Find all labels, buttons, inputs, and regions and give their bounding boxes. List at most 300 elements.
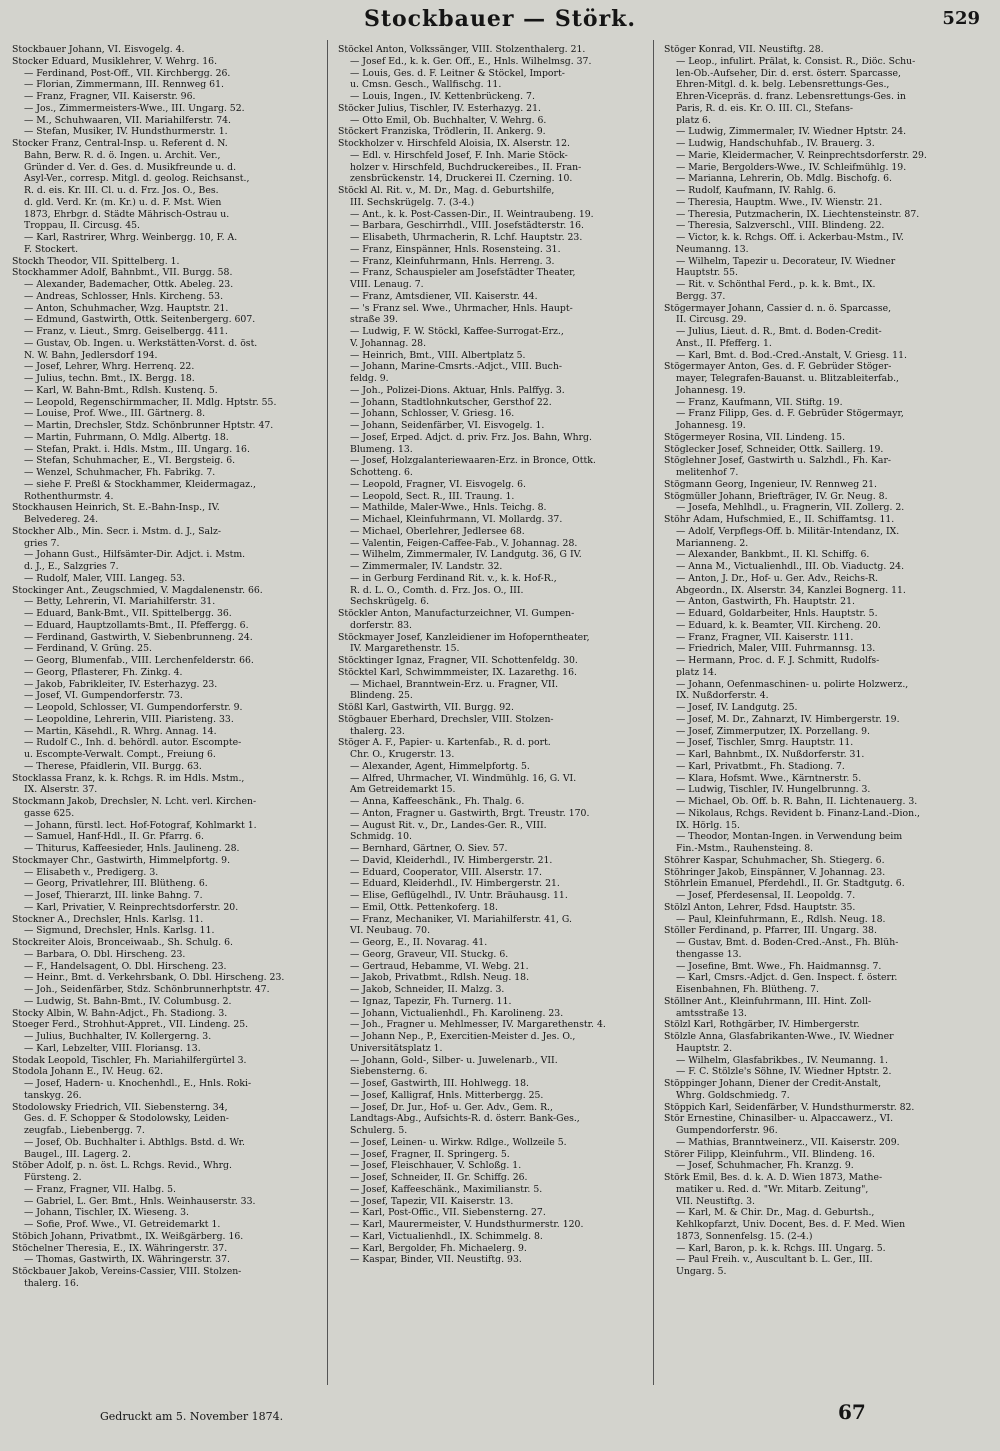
directory-entry: Blumeng. 13.: [350, 443, 413, 455]
directory-entry: — Klara, Hofsmt. Wwe., Kärntnerstr. 5.: [676, 772, 862, 784]
directory-entry: Baugel., III. Lagerg. 2.: [24, 1148, 131, 1160]
directory-entry: Kehlkopfarzt, Univ. Docent, Bes. d. F. Med. Wien: [676, 1219, 906, 1230]
directory-entry: Eisenbahnen, Fh. Blütheng. 7.: [676, 984, 819, 995]
directory-entry: Stöckl Al. Rit. v., M. Dr., Mag. d. Geburtshilfe,: [338, 185, 555, 196]
directory-entry: Ehren-Vicepräs. d. franz. Lebensrettungs-Ges. in: [676, 91, 906, 102]
directory-entry: — Anton, J. Dr., Hof- u. Ger. Adv., Reichs-R.: [676, 572, 879, 584]
directory-entry: — Johann Nep., P., Exercitien-Meister d. Jes. O.,: [350, 1031, 576, 1042]
directory-entry: Stöglecker Josef, Schneider, Ottk. Saillerg. 19.: [664, 443, 884, 455]
directory-entry: Stöllner Ant., Kleinfuhrmann, III. Hint. Zoll-: [664, 995, 872, 1007]
directory-entry: Ungarg. 5.: [676, 1266, 727, 1277]
directory-entry: Stodola Johann E., IV. Heug. 62.: [12, 1066, 164, 1078]
directory-entry: — Otto Emil, Ob. Buchhalter, V. Wehrg. 6.: [350, 114, 547, 126]
directory-entry: Rothenthurmstr. 4.: [24, 490, 114, 502]
directory-entry: IX. Alserstr. 37.: [24, 784, 98, 796]
directory-entry: — Georg, Pflasterer, Fh. Zinkg. 4.: [24, 666, 183, 678]
directory-entry: Stöglehner Josef, Gastwirth u. Salzhdl., Fh. Kar-: [664, 455, 892, 467]
directory-entry: — Zimmermaler, IV. Landstr. 32.: [350, 561, 503, 572]
directory-entry: — Josef, Schuhmacher, Fh. Kranzg. 9.: [676, 1160, 854, 1172]
directory-entry: — Martin, Drechsler, Stdz. Schönbrunner Hptstr. 47.: [24, 420, 274, 431]
directory-entry: — Thiturus, Kaffeesieder, Hnls. Jaulineng. 28.: [24, 843, 240, 854]
directory-entry: — Josef, Fragner, II. Springerg. 5.: [350, 1148, 510, 1160]
directory-entry: — Georg, Graveur, VII. Stuckg. 6.: [350, 948, 509, 960]
directory-entry: Stockmann Jakob, Drechsler, N. Lcht. verl. Kirchen-: [12, 796, 257, 807]
directory-entry: melitenhof 7.: [676, 467, 739, 478]
directory-entry: — Johann, Seidenfärber, VI. Eisvogelg. 1.: [350, 420, 545, 431]
directory-entry: V. Johannag. 28.: [350, 337, 427, 349]
directory-entry: — Franz, Schauspieler am Josefstädter Theater,: [350, 267, 576, 279]
directory-entry: — Sofie, Prof. Wwe., VI. Getreidemarkt 1.: [24, 1219, 221, 1230]
directory-entry: — Martin, Fuhrmann, O. Mdlg. Albertg. 18.: [24, 431, 229, 443]
directory-entry: — Josef, Fleischhauer, V. Schloßg. 1.: [350, 1160, 522, 1172]
directory-entry: zensbrückenstr. 14, Druckerei II. Czerning. 10.: [350, 173, 573, 185]
directory-entry: Stögmüller Johann, Briefträger, IV. Gr. Neug. 8.: [664, 490, 888, 502]
directory-entry: — Eduard, Cooperator, VIII. Alserstr. 17.: [350, 866, 542, 878]
directory-entry: — Julius, Lieut. d. R., Bmt. d. Boden-Credit-: [676, 326, 882, 337]
directory-entry: VI. Neubaug. 70.: [350, 925, 431, 937]
directory-entry: R. d. eis. Kr. III. Cl. u. d. Frz. Jos. O., Bes.: [24, 185, 219, 196]
directory-entry: — Leopold, Regenschirmmacher, II. Mdlg. Hptstr. 55.: [24, 396, 277, 408]
directory-entry: — Anton, Schuhmacher, Wzg. Hauptstr. 21.: [24, 302, 229, 314]
directory-entry: — Anton, Fragner u. Gastwirth, Brgt. Treustr. 170.: [350, 807, 590, 819]
directory-entry: Stöbich Johann, Privatbmt., IX. Weißgärberg. 16.: [12, 1230, 244, 1242]
directory-entry: Stöber Adolf, p. n. öst. L. Rchgs. Revid., Whrg.: [12, 1160, 232, 1172]
directory-entry: — Eduard, Bank-Bmt., VII. Spittelbergg. 36.: [24, 608, 232, 619]
directory-entry: — Barbara, O. Dbl. Hirscheng. 23.: [24, 948, 186, 960]
directory-entry: R. d. L. O., Comth. d. Frz. Jos. O., III.: [350, 584, 524, 596]
directory-entry: — Josef, Erped. Adjct. d. priv. Frz. Jos. Bahn, Whrg.: [350, 431, 592, 443]
directory-entry: — Elisabeth v., Predigerg. 3.: [24, 866, 159, 878]
directory-entry: — Josef, Tapezir, VII. Kaiserstr. 13.: [350, 1195, 514, 1207]
directory-entry: — Theodor, Montan-Ingen. in Verwendung beim: [676, 831, 903, 843]
directory-entry: len-Ob.-Aufseher, Dir. d. erst. österr. Sparcasse,: [676, 67, 901, 79]
directory-entry: — Stefan, Musiker, IV. Hundsthurmerstr. 1.: [24, 126, 228, 138]
directory-entry: — Ferdinand, Gastwirth, V. Siebenbrunneng. 24.: [24, 631, 253, 643]
directory-entry: Stocker Franz, Central-Insp. u. Referent d. N.: [12, 138, 228, 149]
directory-entry: — Joh., Polizei-Dions. Aktuar, Hnls. Palffyg. 3.: [350, 384, 565, 396]
directory-entry: — Andreas, Schlosser, Hnls. Kircheng. 53.: [24, 290, 224, 302]
directory-entry: — Gertraud, Hebamme, VI. Webg. 21.: [350, 960, 529, 972]
directory-entry: — Josef, Zimmerputzer, IX. Porzellang. 9.: [676, 725, 871, 737]
directory-entry: Bahn, Berw. R. d. ö. Ingen. u. Archit. Ver.,: [24, 149, 221, 161]
directory-entry: — Friedrich, Maler, VIII. Fuhrmannsg. 13.: [676, 643, 876, 655]
directory-entry: IX. Hörlg. 15.: [676, 819, 740, 831]
directory-entry: — Franz, Fragner, VII. Halbg. 5.: [24, 1183, 176, 1195]
directory-entry: — Nikolaus, Rchgs. Revident b. Finanz-Land.-Dion.,: [676, 807, 920, 819]
directory-entry: Johannesg. 19.: [676, 420, 746, 431]
directory-entry: Stockher Alb., Min. Secr. i. Mstm. d. J., Salz-: [12, 525, 222, 537]
directory-entry: — Karl, Rastrirer, Whrg. Weinbergg. 10, F. A.: [24, 232, 238, 243]
directory-entry: — Paul Freih. v., Auscultant b. L. Ger., III.: [676, 1254, 873, 1266]
directory-entry: — Heinr., Bmt. d. Verkehrsbank, O. Dbl. Hirscheng. 23.: [24, 972, 285, 984]
directory-entry: Störk Emil, Bes. d. k. A. D. Wien 1873, Mathe-: [664, 1172, 883, 1183]
directory-entry: — Franz, Einspänner, Hnls. Rosensteing. 31.: [350, 243, 561, 255]
directory-entry: — Paul, Kleinfuhrmann, E., Rdlsh. Neug. 18.: [676, 913, 886, 925]
directory-entry: — Josef, Lehrer, Whrg. Herrenq. 22.: [24, 361, 195, 373]
directory-entry: — Karl, Baron, p. k. k. Rchgs. III. Ungarg. 5.: [676, 1242, 886, 1254]
directory-entry: — Alexander, Agent, Himmelpfortg. 5.: [350, 760, 530, 772]
directory-entry: — Franz, Fragner, VII. Kaiserstr. 96.: [24, 91, 196, 102]
directory-entry: — Karl, W. Bahn-Bmt., Rdlsh. Kustenq. 5.: [24, 384, 218, 396]
directory-entry: — Eduard, k. k. Beamter, VII. Kircheng. 20.: [676, 619, 881, 631]
directory-entry: Stockreiter Alois, Bronceiwaab., Sh. Schulg. 6.: [12, 937, 233, 948]
directory-entry: — Josef, IV. Landgutg. 25.: [676, 702, 798, 713]
directory-entry: Gumpendorferstr. 96.: [676, 1125, 778, 1136]
directory-entry: — F. C. Stölzle's Söhne, IV. Wiedner Hptstr. 2.: [676, 1066, 892, 1078]
directory-entry: — Josef, Gastwirth, III. Hohlwegg. 18.: [350, 1078, 530, 1089]
directory-entry: d. gld. Verd. Kr. (m. Kr.) u. d. F. Mst. Wien: [24, 196, 222, 208]
directory-entry: Belvedereg. 24.: [24, 514, 99, 525]
directory-entry: Stögermeyer Rosina, VII. Lindeng. 15.: [664, 431, 846, 443]
directory-entry: — Therese, Pfaidlerin, VII. Burgg. 63.: [24, 760, 202, 772]
directory-entry: — Johann, Stadtlohnkutscher, Gersthof 22.: [350, 396, 552, 408]
directory-entry: — Josef, Dr. Jur., Hof- u. Ger. Adv., Gem. R.,: [350, 1101, 553, 1113]
directory-entry: Stockinger Ant., Zeugschmied, V. Magdalenenstr. 66.: [12, 584, 263, 596]
directory-entry: — Barbara, Geschirrhdl., VIII. Josefstädterstr. 16.: [350, 220, 584, 232]
directory-entry: Am Getreidemarkt 15.: [350, 784, 456, 796]
directory-entry: thalerg. 16.: [24, 1277, 79, 1289]
directory-entry: u. Cmsn. Gesch., Wallfischg. 11.: [350, 79, 502, 91]
directory-entry: II. Circusg. 29.: [676, 314, 747, 326]
directory-entry: — Josef, Hadern- u. Knochenhdl., E., Hnls. Roki-: [24, 1078, 252, 1089]
directory-entry: — Ferdinand, V. Grüng. 25.: [24, 643, 152, 655]
directory-entry: Siebensterng. 6.: [350, 1066, 428, 1078]
directory-entry: Stockholzer v. Hirschfeld Aloisia, IX. Alserstr. 12.: [338, 138, 570, 149]
directory-entry: — Wenzel, Schuhmacher, Fh. Fabrikg. 7.: [24, 467, 216, 478]
directory-entry: — Ludwig, Zimmermaler, IV. Wiedner Hptstr. 24.: [676, 126, 907, 138]
directory-entry: Stocklassa Franz, k. k. Rchgs. R. im Hdls. Mstm.,: [12, 772, 245, 784]
directory-entry: Stoeger Ferd., Strohhut-Appret., VII. Lindeng. 25.: [12, 1019, 249, 1031]
directory-entry: — Anna M., Victualienhdl., III. Ob. Viaductg. 24.: [676, 561, 905, 572]
directory-entry: — Julius, Buchhalter, IV. Kollergerng. 3.: [24, 1031, 212, 1042]
directory-entry: — Gustav, Bmt. d. Boden-Cred.-Anst., Fh. Blüh-: [676, 937, 899, 948]
directory-entry: Stöhrlein Emanuel, Pferdehdl., II. Gr. Stadtgutg. 6.: [664, 878, 905, 890]
directory-entry: Ehren-Mitgl. d. k. belg. Lebensrettungs-Ges.,: [676, 79, 890, 91]
directory-entry: — Josefine, Bmt. Wwe., Fh. Haidmannsg. 7.: [676, 960, 882, 972]
directory-entry: Anst., II. Pfefferg. 1.: [676, 337, 772, 349]
directory-entry: — Joh., Seidenfärber, Stdz. Schönbrunnerhptstr. 47.: [24, 984, 270, 995]
directory-entry: Bergg. 37.: [676, 290, 726, 302]
directory-entry: — Stefan, Prakt. i. Hdls. Mstm., III. Ungarg. 16.: [24, 443, 250, 455]
directory-entry: — Michael, Oberlehrer, Jedlersee 68.: [350, 525, 525, 537]
directory-entry: — Bernhard, Gärtner, O. Siev. 57.: [350, 843, 508, 854]
signature-number: 67: [838, 1400, 866, 1424]
directory-entry: — Adolf, Verpflegs-Off. b. Militär-Intendanz, IX.: [676, 525, 900, 537]
directory-entry: Fin.-Mstm., Rauhensteing. 8.: [676, 843, 814, 854]
directory-entry: — Victor, k. k. Rchgs. Off. i. Ackerbau-Mstm., IV.: [676, 232, 904, 243]
directory-entry: d. J., E., Salzgries 7.: [24, 561, 119, 572]
directory-entry: — Michael, Branntwein-Erz. u. Fragner, VII.: [350, 678, 559, 690]
directory-entry: Stöckel Anton, Volkssänger, VIII. Stolzenthalerg. 21.: [338, 44, 586, 55]
directory-entry: — Josef, M. Dr., Zahnarzt, IV. Himbergerstr. 19.: [676, 713, 900, 725]
directory-entry: — Theresia, Putzmacherin, IX. Liechtensteinstr. 87.: [676, 208, 920, 220]
directory-entry: Whrg. Goldschmiedg. 7.: [676, 1089, 790, 1101]
directory-entry: Stögermayer Anton, Ges. d. F. Gebrüder Stöger-: [664, 361, 892, 373]
directory-entry: gasse 625.: [24, 807, 75, 819]
directory-entry: Stöcker Julius, Tischler, IV. Esterhazyg. 21.: [338, 102, 541, 114]
directory-entry: — August Rit. v., Dr., Landes-Ger. R., VIII.: [350, 819, 547, 831]
directory-entry: — Johann, Tischler, IX. Wieseng. 3.: [24, 1207, 190, 1219]
directory-entry: — Stefan, Schuhmacher, E., VI. Bergsteig. 6.: [24, 455, 236, 467]
directory-entry: N. W. Bahn, Jedlersdorf 194.: [24, 349, 158, 361]
directory-entry: — Karl, Lebzelter, VIII. Floriansg. 13.: [24, 1042, 201, 1054]
directory-entry: Stölzle Anna, Glasfabrikanten-Wwe., IV. Wiedner: [664, 1031, 894, 1042]
directory-entry: — Rudolf, Maler, VIII. Langeg. 53.: [24, 572, 186, 584]
directory-entry: — Georg, E., II. Novarag. 41.: [350, 937, 488, 948]
directory-entry: — Josefa, Mehlhdl., u. Fragnerin, VII. Zollerg. 2.: [676, 502, 905, 514]
directory-entry: Stockbauer Johann, VI. Eisvogelg. 4.: [12, 44, 185, 55]
directory-entry: — Rit. v. Schönthal Ferd., p. k. k. Bmt., IX.: [676, 279, 876, 290]
directory-entry: Stölzl Anton, Lehrer, Fdsd. Hauptstr. 35.: [664, 901, 856, 913]
directory-entry: Gründer d. Ver. d. Ges. d. Musikfreunde u. d.: [24, 161, 237, 173]
directory-entry: — Franz, Fragner, VII. Kaiserstr. 111.: [676, 631, 854, 643]
directory-entry: amtsstraße 13.: [676, 1007, 747, 1019]
directory-entry: — Josef, Schneider, II. Gr. Schiffg. 26.: [350, 1172, 528, 1183]
directory-entry: — Leop., infulirt. Prälat, k. Consist. R., Diöc. Schu-: [676, 55, 916, 67]
directory-entry: 1873, Sonnenfelsg. 15. (2-4.): [676, 1230, 813, 1242]
directory-entry: — Johann Gust., Hilfsämter-Dir. Adjct. i. Mstm.: [24, 549, 246, 561]
directory-entry: Stögermayer Johann, Cassier d. n. ö. Sparcasse,: [664, 302, 892, 314]
directory-entry: — Florian, Zimmermann, III. Rennweg 61.: [24, 79, 224, 91]
directory-entry: Stockhammer Adolf, Bahnbmt., VII. Burgg. 58.: [12, 267, 233, 279]
directory-entry: Stocky Albin, W. Bahn-Adjct., Fh. Stadiong. 3.: [12, 1007, 228, 1019]
directory-entry: — Martin, Käsehdl., R. Whrg. Annag. 14.: [24, 725, 217, 737]
directory-entry: Stöhr Adam, Hufschmied, E., II. Schiffamtsg. 11.: [664, 514, 895, 525]
column-1: [12, 44, 317, 1384]
directory-entry: — Jos., Zimmermeisters-Wwe., III. Ungarg. 52.: [24, 102, 245, 114]
directory-entry: — Leopoldine, Lehrerin, VIII. Piaristeng. 33.: [24, 713, 234, 725]
directory-entry: — Kaspar, Binder, VII. Neustiftg. 93.: [350, 1254, 522, 1266]
directory-entry: — Karl, Privatier, V. Reinprechtsdorferstr. 20.: [24, 901, 239, 913]
directory-entry: — Franz, v. Lieut., Smrg. Geiselbergg. 411.: [24, 326, 228, 337]
directory-entry: — Mathias, Branntweinerz., VII. Kaiserstr. 209.: [676, 1136, 900, 1148]
directory-entry: Stodak Leopold, Tischler, Fh. Mariahilfergürtel 3.: [12, 1054, 247, 1066]
directory-entry: — Johann, Victualienhdl., Fh. Karolineng. 23.: [350, 1007, 564, 1019]
directory-entry: — Johann, Oefenmaschinen- u. polirte Holzwerz.,: [676, 678, 909, 690]
directory-entry: thalerg. 23.: [350, 725, 405, 737]
directory-entry: — Michael, Ob. Off. b. R. Bahn, II. Lichtenauerg. 3.: [676, 796, 918, 807]
directory-entry: platz 14.: [676, 666, 717, 678]
directory-entry: Stöckert Franziska, Trödlerin, II. Ankerg. 9.: [338, 126, 546, 138]
directory-entry: Hauptstr. 2.: [676, 1042, 733, 1054]
directory-entry: — Karl, Post-Offic., VII. Siebensterng. 27.: [350, 1207, 546, 1219]
directory-entry: — Franz Filipp, Ges. d. F. Gebrüder Stögermayr,: [676, 408, 904, 420]
directory-entry: — Gustav, Ob. Ingen. u. Werkstätten-Vorst. d. öst.: [24, 337, 258, 349]
directory-entry: — Franz, Kleinfuhrmann, Hnls. Herreng. 3.: [350, 255, 555, 267]
directory-entry: — Josef, Pferdesensal, II. Leopoldg. 7.: [676, 890, 856, 901]
directory-entry: Stöppinger Johann, Diener der Credit-Anstalt,: [664, 1078, 882, 1089]
directory-entry: — Johann, fürstl. lect. Hof-Fotograf, Kohlmarkt 1.: [24, 819, 257, 831]
directory-entry: zeugfab., Liebenbergg. 7.: [24, 1125, 145, 1136]
directory-entry: — Louis, Ingen., IV. Kettenbrückeng. 7.: [350, 91, 535, 102]
directory-entry: feldg. 9.: [350, 373, 389, 384]
directory-entry: — Josef Ed., k. k. Ger. Off., E., Hnls. Wilhelmsg. 37.: [350, 55, 592, 67]
directory-entry: Störer Filipp, Kleinfuhrm., VII. Blindeng. 16.: [664, 1148, 875, 1160]
directory-entry: Stockhausen Heinrich, St. E.-Bahn-Insp., IV.: [12, 502, 220, 514]
directory-entry: — Josef, Kalligraf, Hnls. Mitterbergg. 25.: [350, 1089, 544, 1101]
directory-entry: VIII. Lenaug. 7.: [350, 279, 424, 290]
directory-entry: — Leopold, Schlosser, VI. Gumpendorferstr. 9.: [24, 702, 243, 713]
directory-entry: — Edmund, Gastwirth, Ottk. Seitenbergerg. 607.: [24, 314, 256, 326]
directory-entry: — Eduard, Goldarbeiter, Hnls. Hauptstr. 5.: [676, 608, 878, 619]
directory-entry: — Joh., Fragner u. Mehlmesser, IV. Margarethenstr. 4.: [350, 1019, 606, 1031]
directory-entry: — Samuel, Hanf-Hdl., II. Gr. Pfarrg. 6.: [24, 831, 205, 843]
directory-entry: Stöger Konrad, VII. Neustiftg. 28.: [664, 44, 824, 55]
directory-entry: — Rudolf C., Inh. d. behördl. autor. Escompte-: [24, 737, 242, 749]
column-2: [338, 44, 643, 1384]
column-divider: [653, 40, 654, 1385]
directory-entry: — Marie, Kleidermacher, V. Reinprechtsdorferstr. 29.: [676, 149, 927, 161]
directory-entry: Schmidg. 10.: [350, 831, 412, 843]
directory-entry: — Leopold, Fragner, VI. Eisvogelg. 6.: [350, 478, 526, 490]
directory-entry: Asyl-Ver., corresp. Mitgl. d. geolog. Reichsanst.,: [24, 173, 250, 185]
directory-entry: — Eduard, Hauptzollamts-Bmt., II. Pfeffergg. 6.: [24, 619, 249, 631]
directory-entry: — M., Schuhwaaren, VII. Mariahilferstr. 74.: [24, 114, 232, 126]
directory-entry: Stöger A. F., Papier- u. Kartenfab., R. d. port.: [338, 737, 551, 749]
directory-entry: — Ferdinand, Post-Off., VII. Kirchbergg. 26.: [24, 67, 231, 79]
directory-entry: Schotteng. 6.: [350, 467, 413, 478]
directory-entry: Johannesg. 19.: [676, 384, 746, 396]
directory-entry: — Michael, Kleinfuhrmann, VI. Mollardg. 37.: [350, 514, 563, 525]
directory-entry: straße 39.: [350, 314, 398, 326]
directory-entry: — Georg, Blumenfab., VIII. Lerchenfelderstr. 66.: [24, 655, 254, 666]
directory-entry: — Wilhelm, Zimmermaler, IV. Landgutg. 36, G IV.: [350, 549, 582, 561]
directory-entry: — Louis, Ges. d. F. Leitner & Stöckel, Import-: [350, 67, 565, 79]
directory-entry: dorferstr. 83.: [350, 619, 413, 631]
directory-entry: IV. Margarethenstr. 15.: [350, 643, 460, 655]
directory-entry: Stöppich Karl, Seidenfärber, V. Hundsthurmerstr. 82.: [664, 1101, 915, 1113]
directory-entry: mayer, Telegrafen-Bauanst. u. Blitzableiterfab.,: [676, 373, 900, 384]
directory-entry: — Emil, Ottk. Pettenkoferg. 18.: [350, 901, 498, 913]
directory-entry: Hauptstr. 55.: [676, 267, 738, 279]
directory-entry: Stöckler Anton, Manufacturzeichner, VI. Gumpen-: [338, 608, 575, 619]
directory-entry: Neumanng. 13.: [676, 243, 749, 255]
directory-entry: — Josef, Leinen- u. Wirkw. Rdlge., Wollzeile 5.: [350, 1136, 567, 1148]
directory-entry: — Ludwig, F. W. Stöckl, Kaffee-Surrogat-Erz.,: [350, 326, 564, 337]
directory-entry: — Johann, Gold-, Silber- u. Juwelenarb., VII.: [350, 1054, 558, 1066]
directory-entry: — Franz, Kaufmann, VII. Stiftg. 19.: [676, 396, 843, 408]
directory-entry: — Karl, Cmsrs.-Adjct. d. Gen. Inspect. f. österr.: [676, 972, 898, 984]
directory-entry: Paris, R. d. eis. Kr. O. III. Cl., Stefans-: [676, 102, 854, 114]
directory-entry: — Heinrich, Bmt., VIII. Albertplatz 5.: [350, 349, 526, 361]
directory-entry: Stockh Theodor, VII. Spittelberg. 1.: [12, 255, 180, 267]
directory-entry: Stöckmayer Josef, Kanzleidiener im Hofoperntheater,: [338, 631, 590, 643]
directory-entry: Stöhrer Kaspar, Schuhmacher, Sh. Stiegerg. 6.: [664, 854, 885, 866]
directory-entry: — Rudolf, Kaufmann, IV. Rahlg. 6.: [676, 185, 837, 196]
directory-entry: Stößl Karl, Gastwirth, VII. Burgg. 92.: [338, 702, 514, 713]
column-3: [664, 44, 969, 1384]
directory-entry: — David, Kleiderhdl., IV. Himbergerstr. 21.: [350, 854, 553, 866]
directory-entry: — Alexander, Bademacher, Ottk. Abeleg. 23.: [24, 279, 234, 290]
directory-entry: Stöhringer Jakob, Einspänner, V. Johannag. 23.: [664, 866, 886, 878]
directory-entry: IX. Nußdorferstr. 4.: [676, 690, 769, 702]
directory-entry: — Johann, Marine-Cmsrts.-Adjct., VIII. Buch-: [350, 361, 563, 373]
directory-entry: — 's Franz sel. Wwe., Uhrmacher, Hnls. Haupt-: [350, 302, 573, 314]
directory-entry: Stölzl Karl, Rothgärber, IV. Himbergerstr.: [664, 1019, 860, 1031]
directory-entry: — Theresia, Hauptm. Wwe., IV. Wienstr. 21.: [676, 196, 883, 208]
directory-entry: 1873, Ehrbgr. d. Städte Mährisch-Ostrau u.: [24, 208, 230, 220]
directory-entry: — Georg, Privatlehrer, III. Blütheng. 6.: [24, 878, 208, 890]
directory-entry: — Thomas, Gastwirth, IX. Währingerstr. 37.: [24, 1254, 230, 1266]
directory-entry: — Josef, Thierarzt, III. linke Bahng. 7.: [24, 890, 203, 901]
directory-entry: Stocker Eduard, Musiklehrer, V. Wehrg. 16.: [12, 55, 218, 67]
directory-entry: — Karl, M. & Chir. Dr., Mag. d. Geburtsh.,: [676, 1207, 875, 1219]
directory-entry: — Karl, Privatbmt., Fh. Stadiong. 7.: [676, 760, 845, 772]
directory-entry: F. Stockert.: [24, 243, 79, 255]
directory-entry: — Johann, Schlosser, V. Griesg. 16.: [350, 408, 515, 420]
column-divider: [327, 40, 328, 1385]
directory-entry: Fürsteng. 2.: [24, 1172, 82, 1183]
directory-entry: VII. Neustiftg. 3.: [676, 1195, 755, 1207]
directory-entry: — Hermann, Proc. d. F. J. Schmitt, Rudolfs-: [676, 655, 880, 666]
directory-entry: — Josef, VI. Gumpendorferstr. 73.: [24, 690, 183, 702]
directory-entry: — Ludwig, Tischler, IV. Hungelbrunng. 3.: [676, 784, 871, 796]
directory-entry: Ges. d. F. Schopper & Stodolowsky, Leiden-: [24, 1113, 229, 1125]
directory-entry: Chr. O., Krugerstr. 13.: [350, 749, 455, 760]
directory-entry: Stöcktinger Ignaz, Fragner, VII. Schottenfeldg. 30.: [338, 655, 578, 666]
directory-entry: Sechskrügelg. 6.: [350, 596, 430, 608]
directory-entry: Marianneng. 2.: [676, 537, 749, 549]
directory-entry: — Sigmund, Drechsler, Hnls. Karlsg. 11.: [24, 925, 215, 937]
directory-entry: — Wilhelm, Tapezir u. Decorateur, IV. Wiedner: [676, 255, 896, 267]
directory-entry: thengasse 13.: [676, 948, 742, 960]
directory-entry: III. Sechskrügelg. 7. (3-4.): [350, 196, 475, 208]
directory-entry: — Ludwig, Handschuhfab., IV. Brauerg. 3.: [676, 138, 875, 149]
directory-entry: Stodolowsky Friedrich, VII. Siebensterng. 34,: [12, 1101, 228, 1113]
directory-entry: — Valentin, Feigen-Caffee-Fab., V. Johannag. 28.: [350, 537, 578, 549]
page-number: 529: [942, 8, 980, 29]
directory-entry: — Josef, Holzgalanteriewaaren-Erz. in Bronce, Ottk.: [350, 455, 596, 467]
directory-entry: — Jakob, Fabrikleiter, IV. Esterhazyg. 23.: [24, 678, 218, 690]
directory-entry: — Jakob, Privatbmt., Rdlsh. Neug. 18.: [350, 972, 530, 984]
directory-entry: Blindeng. 25.: [350, 690, 413, 702]
directory-entry: Stör Ernestine, Chinasilber- u. Alpaccawerz., VI.: [664, 1113, 894, 1125]
directory-entry: u. Escompte-Verwalt. Compt., Freiung 6.: [24, 749, 216, 760]
directory-entry: — Marianna, Lehrerin, Ob. Mdlg. Bischofg. 6.: [676, 173, 892, 185]
directory-entry: — Alexander, Bankbmt., II. Kl. Schiffg. 6.: [676, 549, 870, 561]
directory-entry: — Edl. v. Hirschfeld Josef, F. Inh. Marie Stöck-: [350, 149, 568, 161]
directory-entry: — Alfred, Uhrmacher, VI. Windmühlg. 16, G. VI.: [350, 772, 577, 784]
directory-entry: Stöller Ferdinand, p. Pfarrer, III. Ungarg. 38.: [664, 925, 877, 937]
directory-entry: — Karl, Bahnbmt., IX. Nußdorferstr. 31.: [676, 749, 865, 760]
directory-entry: Stockner A., Drechsler, Hnls. Karlsg. 11.: [12, 913, 204, 925]
directory-entry: — Ant., k. k. Post-Cassen-Dir., II. Weintraubeng. 19.: [350, 208, 594, 220]
directory-entry: Stögbauer Eberhard, Drechsler, VIII. Stolzen-: [338, 713, 554, 725]
directory-entry: — in Gerburg Ferdinand Rit. v., k. k. Hof-R.,: [350, 572, 557, 584]
directory-entry: — Josef, Tischler, Smrg. Hauptstr. 11.: [676, 737, 854, 749]
directory-entry: — Leopold, Sect. R., III. Traung. 1.: [350, 490, 515, 502]
directory-entry: — F., Handelsagent, O. Dbl. Hirscheng. 23.: [24, 960, 227, 972]
directory-entry: Universitätsplatz 1.: [350, 1042, 443, 1054]
directory-entry: — Julius, techn. Bmt., IX. Bergg. 18.: [24, 373, 195, 384]
directory-entry: — Karl, Bmt. d. Bod.-Cred.-Anstalt, V. Griesg. 11.: [676, 349, 907, 361]
directory-entry: — Anna, Kaffeeschänk., Fh. Thalg. 6.: [350, 796, 525, 807]
directory-entry: — Karl, Maurermeister, V. Hundsthurmerstr. 120.: [350, 1219, 584, 1230]
page-title: Stockbauer — Störk.: [363, 6, 637, 32]
directory-entry: — Josef, Kaffeeschänk., Maximilianstr. 5.: [350, 1183, 543, 1195]
directory-entry: Troppau, II. Circusg. 45.: [24, 220, 140, 232]
directory-entry: — Marie, Bergolders-Wwe., IV. Schleifmühlg. 19.: [676, 161, 907, 173]
directory-entry: — Ludwig, St. Bahn-Bmt., IV. Columbusg. 2.: [24, 995, 232, 1007]
directory-entry: Stockmayer Chr., Gastwirth, Himmelpfortg. 9.: [12, 854, 231, 866]
directory-entry: holzer v. Hirschfeld, Buchdruckereibes., II. Fran-: [350, 161, 582, 173]
print-date: Gedruckt am 5. November 1874.: [100, 1410, 284, 1423]
directory-entry: Stöckbauer Jakob, Vereins-Cassier, VIII. Stolzen-: [12, 1266, 242, 1277]
directory-entry: gries 7.: [24, 537, 60, 549]
directory-entry: tanskyg. 26.: [24, 1089, 82, 1101]
directory-entry: — Mathilde, Maler-Wwe., Hnls. Teichg. 8.: [350, 502, 547, 514]
directory-entry: — Louise, Prof. Wwe., III. Gärtnerg. 8.: [24, 408, 206, 420]
